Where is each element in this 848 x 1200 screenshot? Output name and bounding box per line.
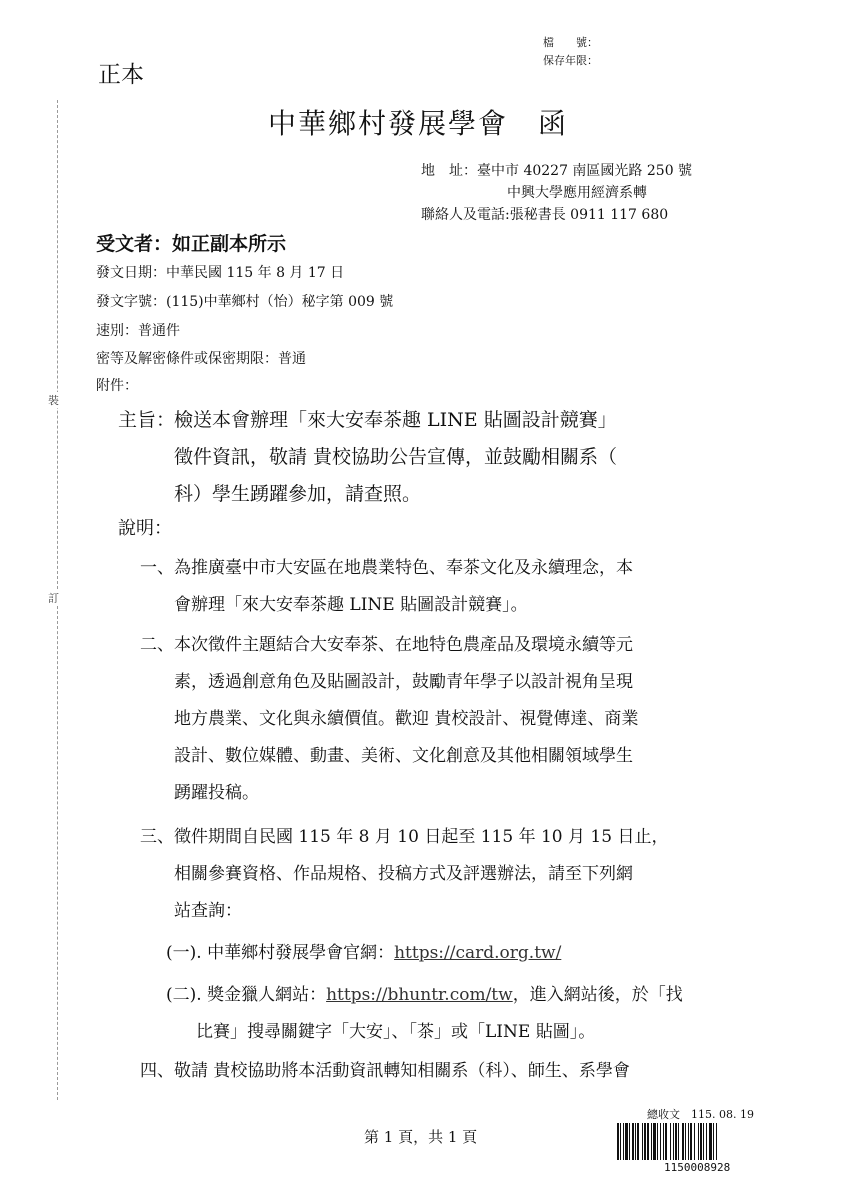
barcode-bar <box>678 1123 679 1160</box>
item-line: 徵件期間自民國 115 年 8 月 10 日起至 115 年 10 月 15 日止， <box>174 827 669 847</box>
address-line-2: 中興大學應用經濟系轉 <box>507 185 647 201</box>
sub-item-2 <box>166 980 683 1005</box>
item-line: 相關參賽資格、作品規格、投稿方式及評選辦法，請至下列網 <box>174 864 633 884</box>
barcode-bar <box>700 1123 702 1160</box>
item-line: 為推廣臺中市大安區在地農業特色、奉茶文化及永續理念，本 <box>174 558 633 578</box>
sub-item-1-text: (一). 中華鄉村發展學會官網： <box>166 943 395 963</box>
bhuntr-website-link[interactable]: https://bhuntr.com/tw <box>326 985 513 1005</box>
barcode-bar <box>685 1123 686 1160</box>
secrecy-level: 密等及解密條件或保密期限：普通 <box>96 351 306 367</box>
barcode-bar <box>716 1123 717 1160</box>
explanation-label: 說明： <box>118 518 172 539</box>
barcode-bar <box>647 1123 649 1160</box>
barcode-bar <box>675 1123 677 1160</box>
binding-mark-zhuang: 裝 <box>48 394 59 407</box>
item-number: 二、 <box>140 635 174 655</box>
barcode-bar <box>644 1123 646 1160</box>
recipient: 受文者：如正副本所示 <box>96 233 287 255</box>
subject-label: 主旨： <box>118 409 176 431</box>
barcode-bar <box>632 1123 634 1160</box>
binding-mark-ding: 訂 <box>48 592 59 605</box>
page-number: 第 1 頁，共 1 頁 <box>364 1128 478 1146</box>
barcode-bar <box>657 1123 658 1160</box>
copy-type: 正本 <box>98 62 144 88</box>
barcode-bar <box>688 1123 689 1160</box>
document-number: 發文字號：(115)中華鄉村（怡）秘字第 009 號 <box>96 294 394 310</box>
item-line: 踴躍投稿。 <box>174 783 259 803</box>
document-title: 中華鄉村發展學會 函 <box>268 107 569 140</box>
barcode-bar <box>706 1123 707 1160</box>
subject-line: 徵件資訊，敬請 貴校協助公告宣傳，並鼓勵相關系（ <box>174 446 618 468</box>
barcode-bar <box>663 1123 664 1160</box>
issue-date: 發文日期：中華民國 115 年 8 月 17 日 <box>96 265 345 281</box>
barcode-bar <box>670 1123 671 1160</box>
item-number: 一、 <box>140 558 174 578</box>
barcode-bar <box>623 1123 624 1160</box>
barcode-bar <box>637 1123 639 1160</box>
subject-line: 檢送本會辦理「來大安奉茶趣 LINE 貼圖設計競賽」 <box>174 409 617 431</box>
barcode-bar <box>665 1123 667 1160</box>
barcode-bar <box>653 1123 656 1160</box>
receive-stamp: 總收文 115. 08. 19 <box>647 1108 754 1121</box>
item-line: 敬請 貴校協助將本活動資訊轉知相關系（科）、師生、系學會 <box>174 1061 630 1081</box>
barcode-bar <box>651 1123 652 1160</box>
barcode-bar <box>673 1123 674 1160</box>
barcode-number: 1150008928 <box>664 1161 731 1174</box>
sub-item-2-line-2: 比賽」搜尋關鍵字「大安」、「茶」或「LINE 貼圖」。 <box>196 1022 596 1042</box>
item-line: 素，透過創意角色及貼圖設計，鼓勵青年學子以設計視角呈現 <box>174 672 633 692</box>
attachment-label: 附件： <box>96 378 138 394</box>
contact-person: 聯絡人及電話:張秘書長 0911 117 680 <box>421 207 669 223</box>
sub-item-2-suffix: ，進入網站後，於「找 <box>512 985 683 1005</box>
barcode-bar <box>703 1123 704 1160</box>
barcode-bar <box>682 1123 684 1160</box>
barcode-bar <box>698 1123 699 1160</box>
speed-class: 速別：普通件 <box>96 323 180 339</box>
archive-info <box>543 34 598 70</box>
item-number: 四、 <box>140 1061 174 1081</box>
barcode-bar <box>713 1123 714 1160</box>
sub-item-1 <box>166 938 561 963</box>
barcode-bar <box>620 1123 621 1160</box>
barcode-bar <box>625 1123 628 1160</box>
item-line: 站查詢： <box>174 901 242 921</box>
item-line: 會辦理「來大安奉茶趣 LINE 貼圖設計競賽」。 <box>174 595 528 615</box>
card-website-link[interactable]: https://card.org.tw/ <box>394 943 562 963</box>
file-number-label: 檔 號： <box>543 36 598 49</box>
item-line: 設計、數位媒體、動畫、美術、文化創意及其他相關領域學生 <box>174 746 633 766</box>
retention-label: 保存年限： <box>543 54 598 67</box>
address-line-1: 地 址：臺中市 40227 南區國光路 250 號 <box>421 163 693 179</box>
item-line: 地方農業、文化與永續價值。歡迎 貴校設計、視覺傳達、商業 <box>174 709 639 729</box>
subject-line: 科）學生踴躍參加，請查照。 <box>174 483 422 505</box>
barcode-bar <box>617 1123 619 1160</box>
barcode-bar <box>694 1123 695 1160</box>
barcode-bar <box>709 1123 712 1160</box>
barcode-bar <box>660 1123 661 1160</box>
barcode-bar <box>690 1123 692 1160</box>
sub-item-2-text: (二). 獎金獵人網站： <box>166 985 327 1005</box>
barcode-bar <box>635 1123 636 1160</box>
barcode-bar <box>642 1123 643 1160</box>
barcode <box>616 1123 775 1160</box>
item-number: 三、 <box>140 827 174 847</box>
item-line: 本次徵件主題結合大安奉茶、在地特色農產品及環境永續等元 <box>174 635 633 655</box>
barcode-bar <box>629 1123 630 1160</box>
